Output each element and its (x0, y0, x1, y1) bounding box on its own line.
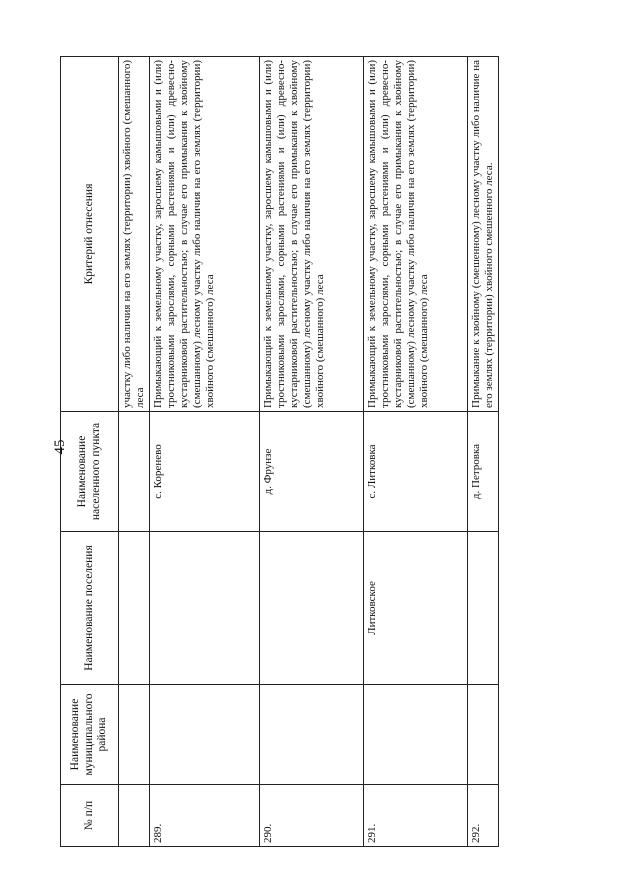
cell-district (149, 685, 259, 785)
cell-num: 291. (363, 785, 467, 847)
table-row (149, 57, 259, 847)
cell-num: 289. (149, 785, 259, 847)
cell-num: 290. (259, 785, 363, 847)
cell-criterion: Примыкание к хвойному (смешенному) лесному участку либо наличие на его землях (территории) хвойного смешенного леса. (467, 57, 498, 412)
header-locality: Наименование населенного пункта (61, 412, 119, 532)
table-header-row (61, 57, 119, 847)
cell-num (119, 785, 150, 847)
table-row (467, 57, 498, 847)
cell-settlement: Литковское (363, 532, 467, 685)
cell-district (363, 685, 467, 785)
cell-district (467, 685, 498, 785)
cell-district (119, 685, 150, 785)
cell-locality: д. Фрунзе (259, 412, 363, 532)
cell-settlement (149, 532, 259, 685)
page-number: 45 (52, 439, 68, 455)
criteria-table (60, 56, 499, 847)
cell-num: 292. (467, 785, 498, 847)
cell-locality (119, 412, 150, 532)
header-settlement: Наименование поселения (61, 532, 119, 685)
header-num: № п/п (61, 785, 119, 847)
cell-settlement (119, 532, 150, 685)
header-criterion: Критерий отнесения (61, 57, 119, 412)
cell-criterion: участку либо наличия на его землях (территории) хвойного (смешанного) леса (119, 57, 150, 412)
cell-locality: д. Петровка (467, 412, 498, 532)
header-municipal-district: Наименование муниципального района (61, 685, 119, 785)
cell-locality: с. Коренево (149, 412, 259, 532)
table-row (363, 57, 467, 847)
table-row (259, 57, 363, 847)
cell-settlement (467, 532, 498, 685)
cell-settlement (259, 532, 363, 685)
cell-locality: с. Литковка (363, 412, 467, 532)
cell-criterion: Примыкающий к земельному участку, заросшему камышовыми и (или) тростниковыми зарослями, сорными растениями и (или) древесно-кустарниковой растительностью; в случае его примыкания к хвойному (смешанному) лесному участку либо наличия на его землях (территории) хвойного (смешанного) леса (149, 57, 259, 412)
table-row (119, 57, 150, 847)
cell-criterion: Примыкающий к земельному участку, заросшему камышовыми и (или) тростниковыми зарослями, сорными растениями и (или) древесно-кустарниковой растительностью; в случае его примыкания к хвойному (смешанному) лесному участку либо наличия на его землях (территории) хвойного (смешанного) леса (259, 57, 363, 412)
cell-district (259, 685, 363, 785)
cell-criterion: Примыкающий к земельному участку, заросшему камышовыми и (или) тростниковыми зарослями, сорными растениями и (или) древесно-кустарниковой растительностью; в случае его примыкания к хвойному (смешанному) лесному участку либо наличия на его землях (территории) хвойного (смешанного) леса (363, 57, 467, 412)
